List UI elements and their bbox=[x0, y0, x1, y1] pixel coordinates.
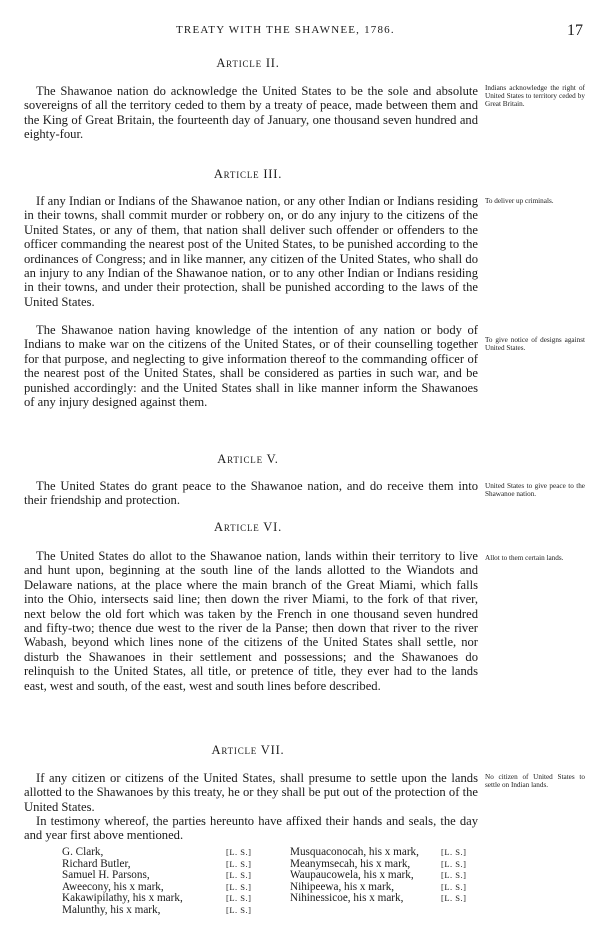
article-paragraph: If any Indian or Indians of the Shawanoe nation, or any other Indian or Indians residing in their towns, shall commit murder or robbery on, or do any injury to the citizens of the United States, or any of them, that nation shall deliver such offender or offenders to the officer commanding the nearest post of the United States, to be punished according to the ordinances of Congress; and in like manner, any citizen of the United States, who shall do an injury to any Indian of the Shawanoe nation, or to any other Indian or Indians residing in their towns, and under their protection, shall be punished according to the laws of the United States. bbox=[24, 194, 478, 309]
signatory-name: Meanymsecah, his x mark, bbox=[290, 857, 411, 870]
signatory-name: Nihipeewa, his x mark, bbox=[290, 880, 395, 893]
running-head bbox=[0, 22, 600, 42]
article-paragraph: The Shawanoe nation having knowledge of the intention of any nation or body of Indians to make war on the citizens of the United States, or of their counselling together for that purpose, and neglecting to give information thereof to the commanding officer of the nearest post of the United States, shall be considered as parties in such war, and be punished accordingly: and the United States shall in like manner inform the Shawanoes of any injury designed against them. bbox=[24, 323, 478, 410]
signatory-name: Nihinessicoe, his x mark, bbox=[290, 892, 404, 905]
margin-note: To deliver up criminals. bbox=[485, 197, 554, 205]
article-heading: Article II. bbox=[216, 56, 280, 70]
article-paragraph: In testimony whereof, the parties hereunto have affixed their hands and seals, the day and year first above mentioned. bbox=[24, 814, 478, 843]
article-paragraph: The United States do allot to the Shawanoe nation, lands within their territory to live and hunt upon, beginning at the south line of the lands allotted to the Wiandots and Delaware nations, at the place where the main branch of the Great Miami, which falls into the Ohio, intersects said line; then down the river Miami, to the fork of that river, next below the old fort which was taken by the French in one thousand seven hundred and fifty-two; thence due west to the river de la Panse; then down that river to the river Wabash, beyond which lines none of the citizens of the United States shall settle, nor disturb the Shawanoes in their settlement and possessions; and the Shawanoes do relinquish to the United States, all title, or pretence of title, they ever had to the lands east, west and south, of the east, west and south lines before described. bbox=[24, 549, 478, 693]
seal-column-left bbox=[226, 847, 251, 917]
article-heading: Article VI. bbox=[214, 520, 282, 534]
running-title: TREATY WITH THE SHAWNEE, 1786. bbox=[176, 24, 395, 36]
margin-note: Indians acknowledge the right of United States to territory ceded by Great Britain. bbox=[485, 84, 585, 109]
signatory-name: Richard Butler, bbox=[62, 857, 131, 870]
article-paragraph: If any citizen or citizens of the United States, shall presume to settle upon the lands allotted to the Shawanoes by this treaty, he or they shall be put out of the protection of the United States. bbox=[24, 771, 478, 814]
signatory-name: Kakawipilathy, his x mark, bbox=[62, 892, 183, 905]
margin-note: To give notice of designs against United States. bbox=[485, 336, 585, 353]
signatures-left bbox=[62, 847, 183, 917]
article-paragraph: The Shawanoe nation do acknowledge the United States to be the sole and absolute sovereigns of all the territory ceded to them by a treaty of peace, made between them and the King of Great Britain, the fourteenth day of January, one thousand seven hundred and eighty-four. bbox=[24, 84, 478, 142]
article-paragraph: The United States do grant peace to the Shawanoe nation, and do receive them into their friendship and protection. bbox=[24, 479, 478, 508]
margin-note: No citizen of United States to settle on Indian lands. bbox=[485, 773, 585, 790]
article-heading: Article V. bbox=[217, 452, 279, 466]
signatory-name: Waupaucowela, his x mark, bbox=[290, 869, 414, 882]
seal-mark: [L. S.] bbox=[226, 858, 252, 869]
seal-mark: [L. S.] bbox=[441, 847, 467, 857]
seal-column-right bbox=[441, 847, 466, 905]
page-number: 17 bbox=[567, 22, 583, 39]
margin-note: Allot to them certain lands. bbox=[485, 554, 564, 562]
signatory-name: G. Clark, bbox=[62, 846, 104, 858]
margin-note: United States to give peace to the Shawanoe nation. bbox=[485, 482, 585, 499]
signatory-name: Aweecony, his x mark, bbox=[62, 880, 164, 893]
seal-mark: [L. S.] bbox=[441, 881, 467, 892]
seal-mark: [L. S.] bbox=[226, 893, 252, 904]
seal-mark: [L. S.] bbox=[441, 893, 467, 904]
signatory-name: Samuel H. Parsons, bbox=[62, 869, 150, 882]
article-heading: Article VII. bbox=[211, 743, 285, 757]
article-heading: Article III. bbox=[213, 167, 283, 181]
seal-mark: [L. S.] bbox=[226, 847, 252, 857]
seal-mark: [L. S.] bbox=[441, 858, 467, 869]
seal-mark: [L. S.] bbox=[441, 870, 467, 881]
seal-mark: [L. S.] bbox=[226, 870, 252, 881]
seal-mark: [L. S.] bbox=[226, 904, 252, 915]
signatory-name: Musquaconocah, his x mark, bbox=[290, 846, 419, 858]
signatures-right bbox=[290, 847, 419, 905]
signatory-name: Malunthy, his x mark, bbox=[62, 903, 161, 916]
seal-mark: [L. S.] bbox=[226, 881, 252, 892]
